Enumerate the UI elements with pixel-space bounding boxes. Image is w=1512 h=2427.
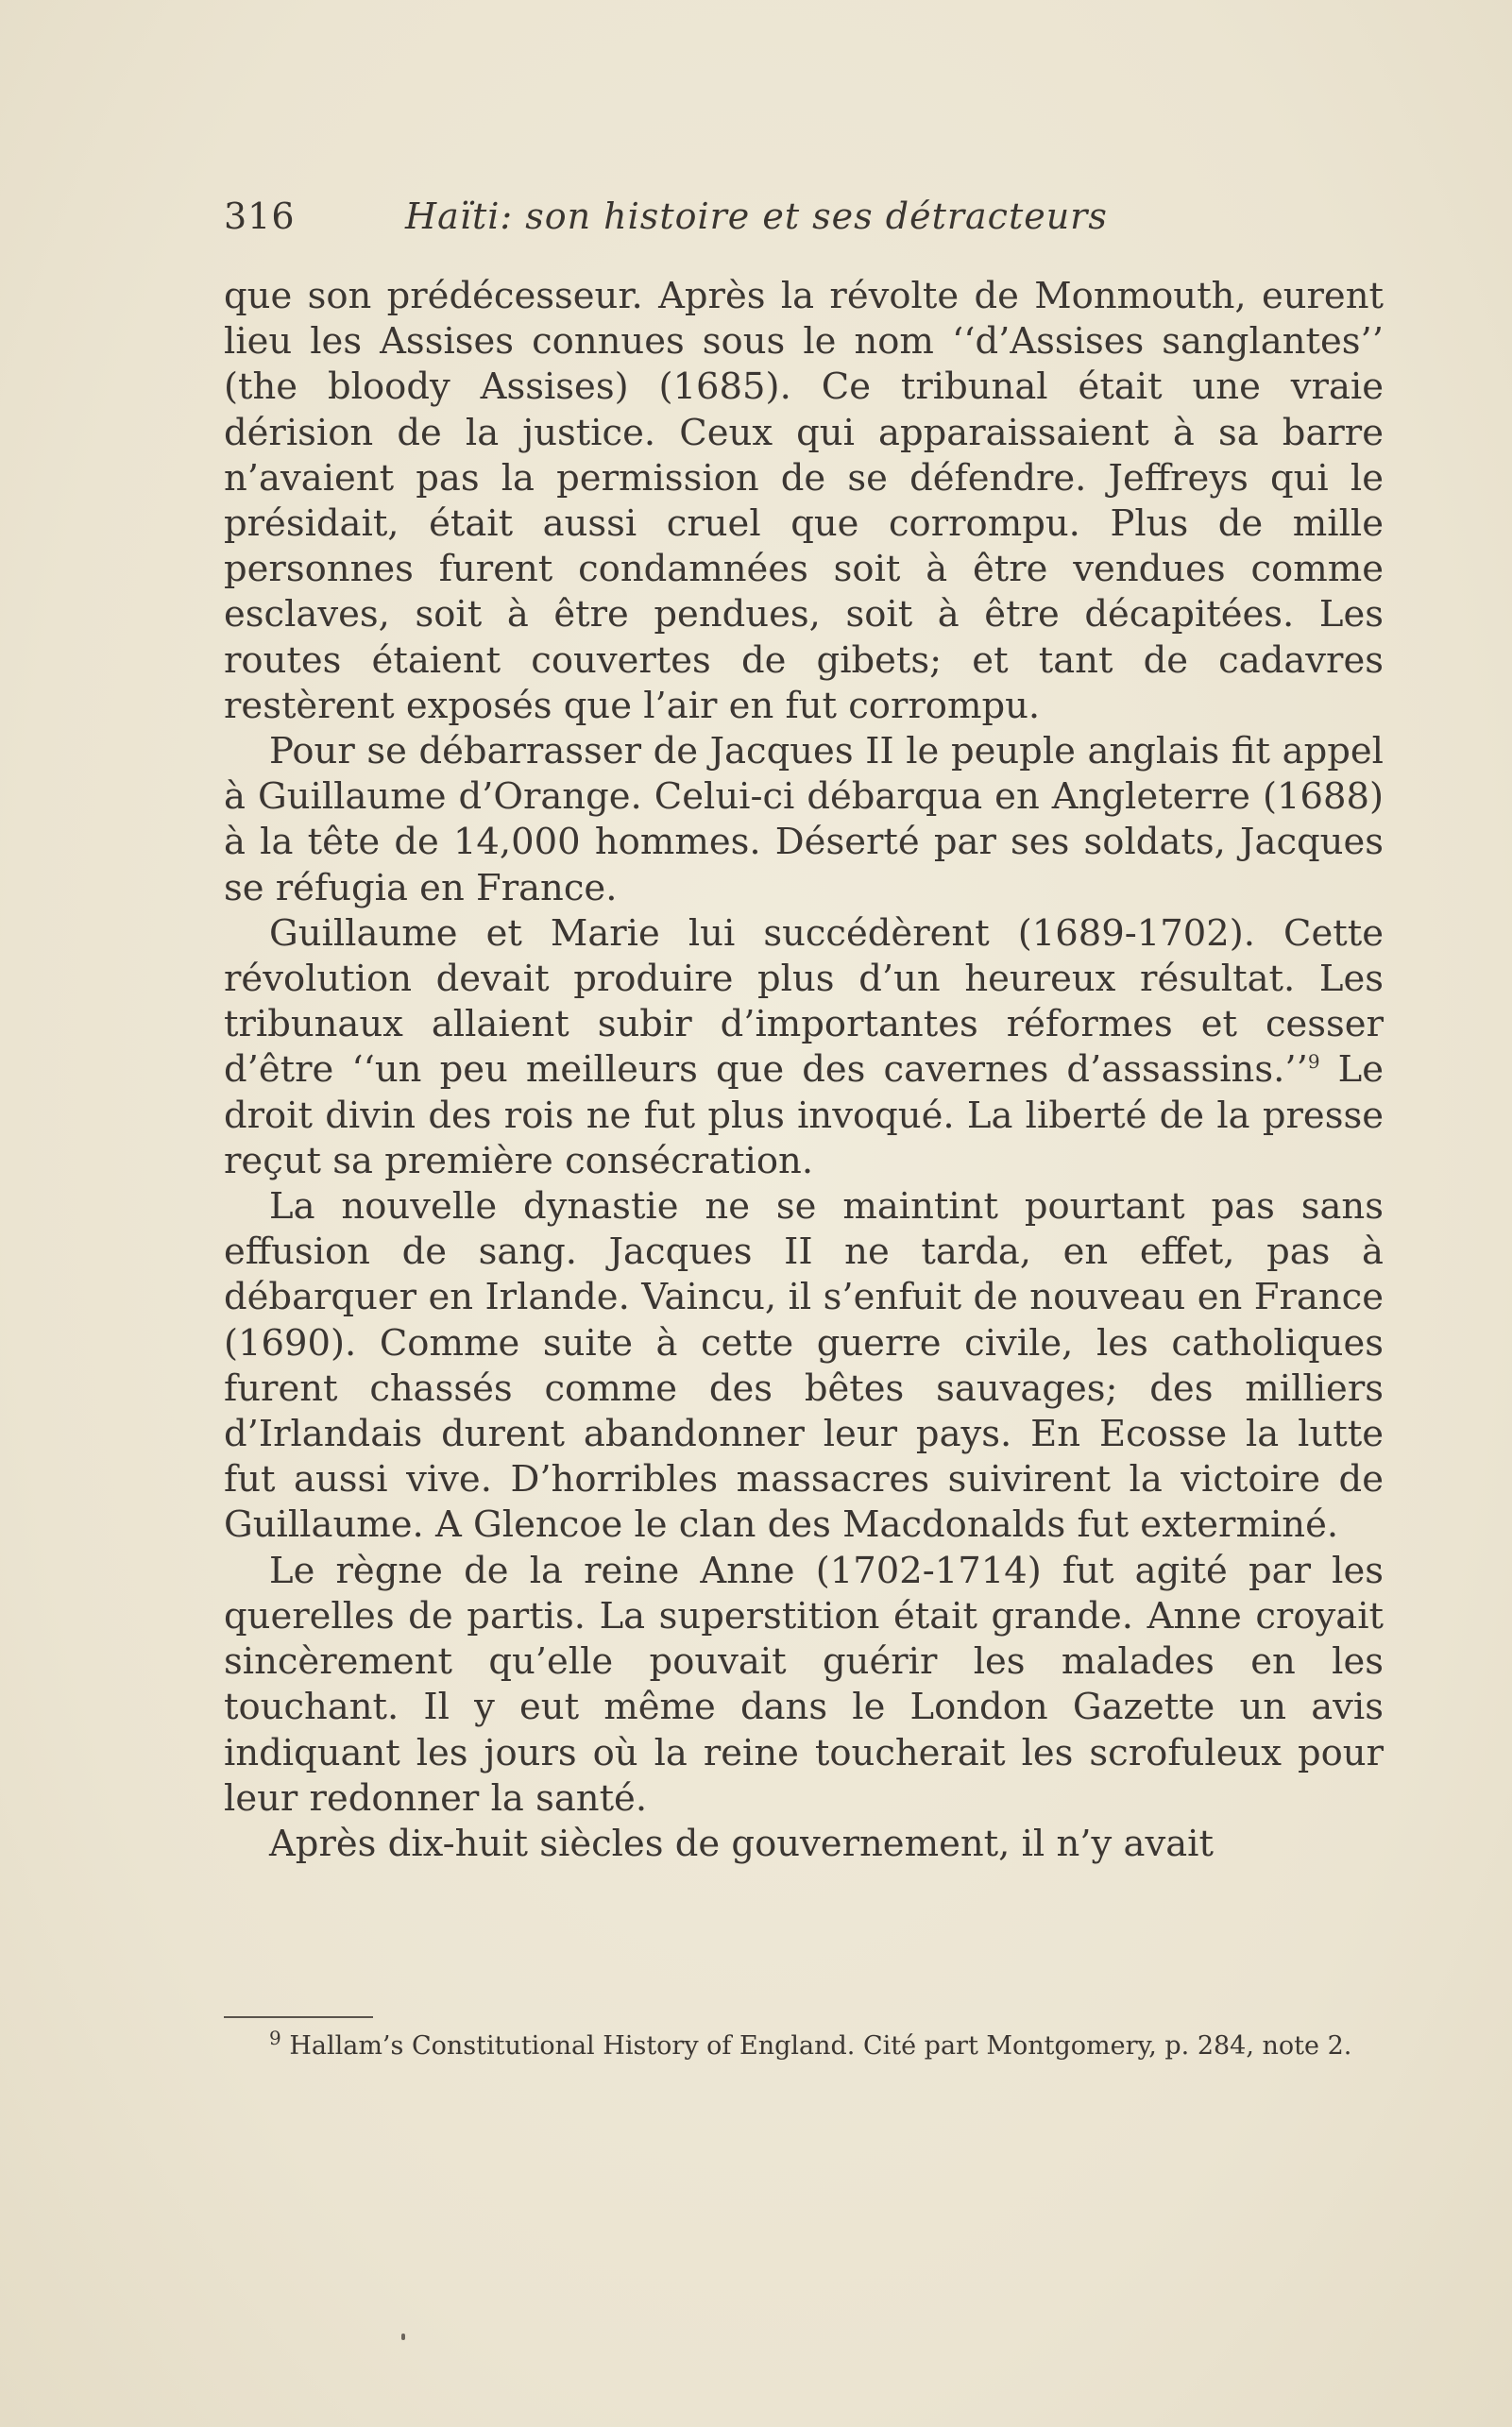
footnote-mark: 9 (269, 2027, 281, 2049)
footnote-reference: 9 (1307, 1050, 1320, 1074)
body-text (224, 274, 1384, 1867)
paragraph-1: que son prédécesseur. Après la révolte de Monmouth, eurent lieu les Assises connues sous le nom ‘‘d’Assises sanglantes’’ (the bloody Assises) (1685). Ce tribunal était une vraie dérision de la justice. Ceux qui apparaissaient à sa barre n’avaient pas la permission de se défendre. Jeffreys qui le présidait, était aussi cruel que corrompu. Plus de mille personnes furent condamnées soit à être vendues comme esclaves, soit à être pendues, soit à être décapitées. Les routes étaient couvertes de gibets; et tant de cadavres restèrent exposés que l’air en fut corrompu. (224, 275, 1384, 727)
paragraph-6: Après dix-huit siècles de gouvernement, il n’y avait (269, 1822, 1214, 1865)
paragraph-3 (224, 911, 1384, 1184)
paragraph-5: Le règne de la reine Anne (1702-1714) fut agité par les querelles de partis. La superstition était grande. Anne croyait sincèrement qu’elle pouvait guérir les malades en les touchant. Il y eut même dans le London Gazette un avis indiquant les jours où la reine toucherait les scrofuleux pour leur redonner la santé. (224, 1549, 1384, 1820)
running-title: Haïti: son histoire et ses détracteurs (405, 195, 1108, 237)
page-number: 316 (224, 195, 296, 237)
footnote-text: Hallam’s Constitutional History of England. Cité part Montgomery, p. 284, note 2. (280, 2031, 1352, 2061)
footnote (224, 2028, 1384, 2064)
paper-speck (401, 2334, 405, 2340)
paragraph-4: La nouvelle dynastie ne se maintint pourtant pas sans effusion de sang. Jacques II ne tarda, en effet, pas à débarquer en Irlande. Vaincu, il s’enfuit de nouveau en France (1690). Comme suite à cette guerre civile, les catholiques furent chassés comme des bêtes sauvages; des milliers d’Irlandais durent abandonner leur pays. En Ecosse la lutte fut aussi vive. D’horribles massacres suivirent la victoire de Guillaume. A Glencoe le clan des Macdonalds fut exterminé. (224, 1185, 1384, 1547)
paragraph-3-text-after-note: Le droit divin des rois ne fut plus invoqué. La liberté de la presse reçut sa première consécration. (224, 1048, 1384, 1182)
paragraph-2: Pour se débarrasser de Jacques II le peuple anglais fit appel à Guillaume d’Orange. Celui-ci débarqua en Angleterre (1688) à la tête de 14,000 hommes. Déserté par ses soldats, Jacques se réfugia en France. (224, 730, 1384, 909)
footnote-divider (224, 2016, 373, 2018)
paragraph-3-text-before-note: Guillaume et Marie lui succédèrent (1689-1702). Cette révolution devait produire plus d’un heureux résultat. Les tribunaux allaient subir d’importantes réformes et cesser d’être ‘‘un peu meilleurs que des cavernes d’assassins.’’ (224, 911, 1384, 1092)
page-header (224, 195, 1206, 252)
